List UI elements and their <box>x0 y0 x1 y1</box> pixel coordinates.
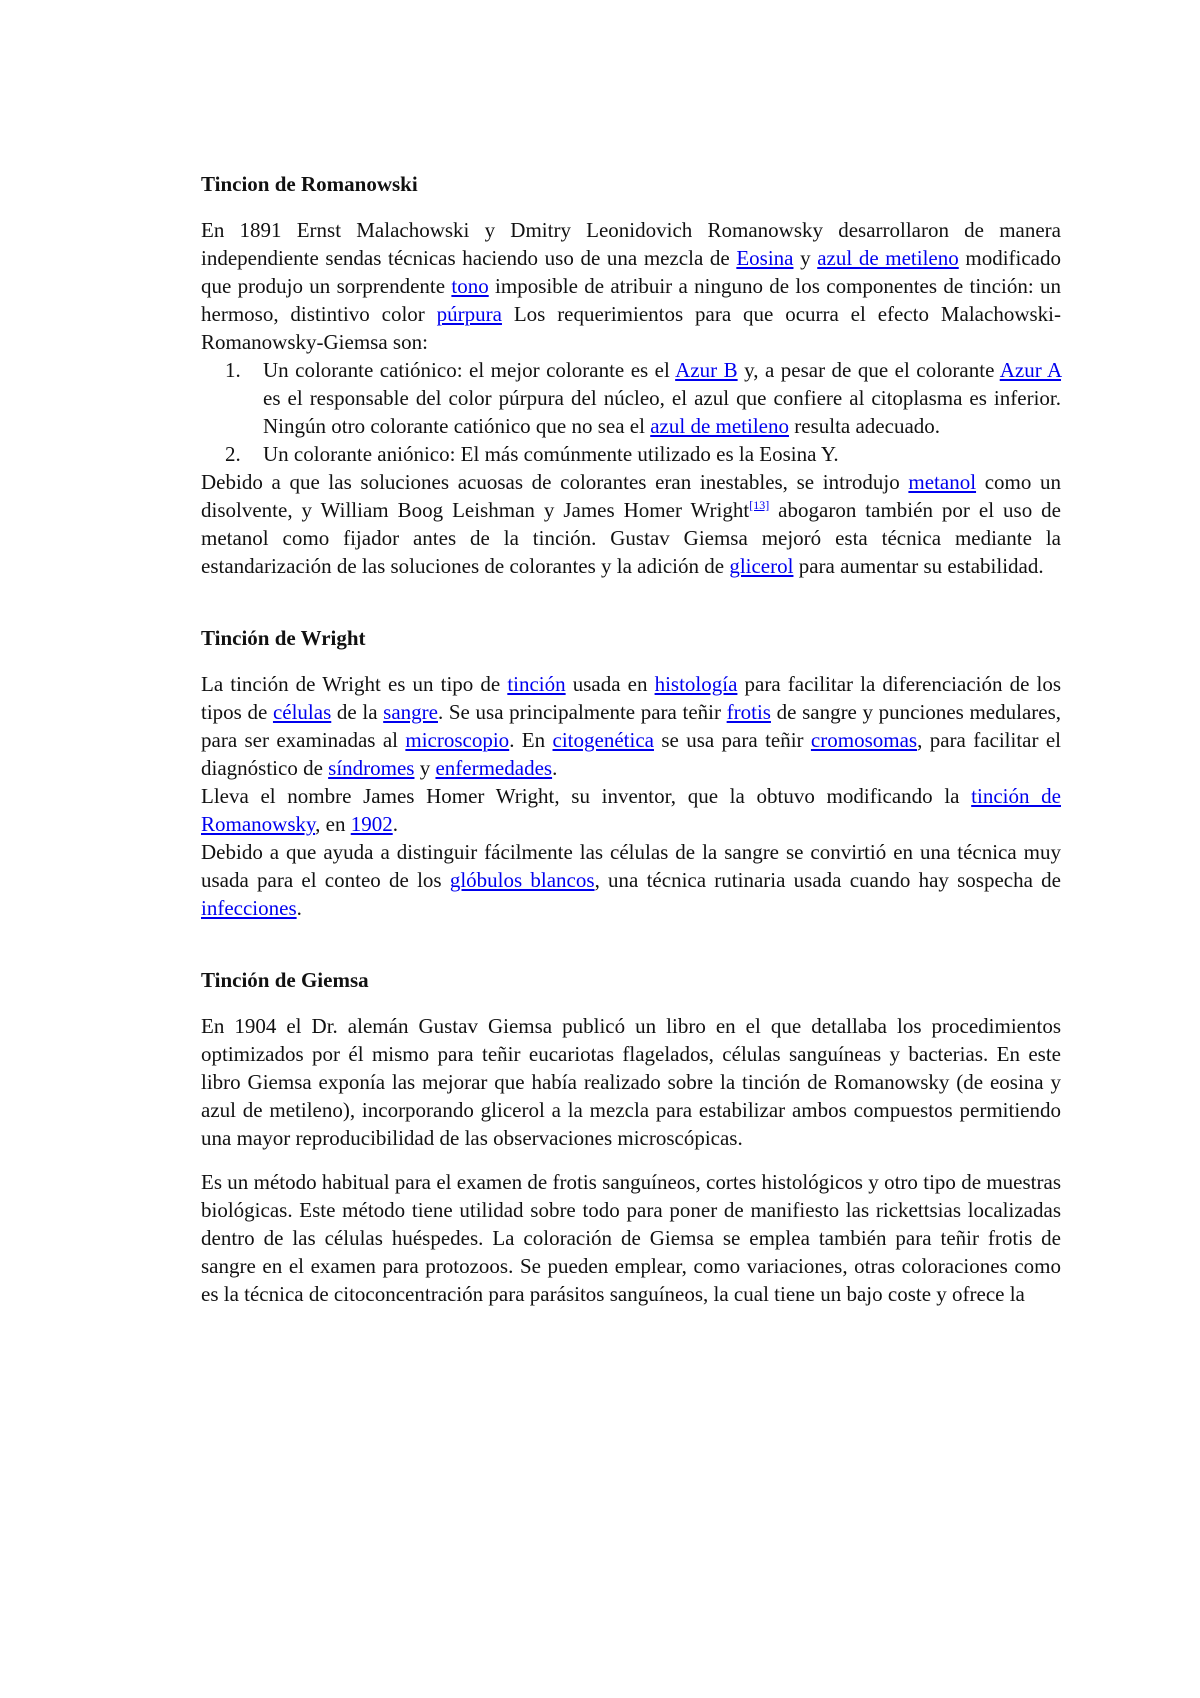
heading-romanowski: Tincion de Romanowski <box>201 172 418 196</box>
link-infecciones[interactable]: infecciones <box>201 896 297 920</box>
link-celulas[interactable]: células <box>272 700 332 724</box>
list-item: 1. Un colorante catiónico: el mejor colorante es el Azur B y, a pesar de que el colorante Azur A es el responsable del color púrpura del núcleo, el azul que confiere al citoplasma es inferior. Ningún otro colorante catiónico que no sea el azul de metileno resulta adecuado. <box>225 358 1062 438</box>
link-sangre[interactable]: sangre <box>383 700 438 724</box>
link-histologia[interactable]: histología <box>654 672 738 696</box>
heading-wright: Tinción de Wright <box>201 626 366 650</box>
link-tincion[interactable]: tinción <box>507 672 566 696</box>
link-frotis[interactable]: frotis <box>726 700 771 724</box>
link-azul-de-metileno[interactable]: azul de metileno <box>817 246 959 270</box>
link-globulos-blancos[interactable]: glóbulos blancos <box>449 868 595 892</box>
link-tono[interactable]: tono <box>451 274 489 298</box>
document-content <box>201 170 1061 1308</box>
link-sindromes[interactable]: síndromes <box>328 756 415 780</box>
paragraph-wright-1: La tinción de Wright es un tipo de tinción usada en histología para facilitar la diferenciación de los tipos de células de la sangre. Se usa principalmente para teñir frotis de sangre y punciones medulares, para ser examinadas al microscopio. En citogenética se usa para teñir cromosomas, para facilitar el diagnóstico de síndromes y enfermedades. <box>201 672 1062 780</box>
paragraph-romanowski-closing: Debido a que las soluciones acuosas de colorantes eran inestables, se introdujo metanol como un disolvente, y William Boog Leishman y James Homer Wright[13] abogaron también por el uso de metanol como fijador antes de la tinción. Gustav Giemsa mejoró esta técnica mediante la estandarización de las soluciones de colorantes y la adición de glicerol para aumentar su estabilidad. <box>201 470 1062 578</box>
requirements-list <box>201 356 1061 468</box>
link-cromosomas[interactable]: cromosomas <box>810 728 918 752</box>
link-metanol[interactable]: metanol <box>908 470 977 494</box>
link-citogenetica[interactable]: citogenética <box>552 728 654 752</box>
link-azur-b[interactable]: Azur B <box>675 358 738 382</box>
paragraph-wright-3: Debido a que ayuda a distinguir fácilmente las células de la sangre se convirtió en una técnica muy usada para el conteo de los glóbulos blancos, una técnica rutinaria usada cuando hay sospecha de infecciones. <box>201 840 1061 920</box>
reference-13[interactable]: [13] <box>749 498 770 512</box>
paragraph-giemsa-2: Es un método habitual para el examen de frotis sanguíneos, cortes histológicos y otro tipo de muestras biológicas. Este método tiene utilidad sobre todo para poner de manifiesto las rickettsias localizadas dentro de las células huéspedes. La coloración de Giemsa se emplea también para teñir frotis de sangre en el examen para protozoos. Se pueden emplear, como variaciones, otras coloraciones como es la técnica de citoconcentración para parásitos sanguíneos, la cual tiene un bajo coste y ofrece la <box>201 1170 1061 1306</box>
list-item: 2. Un colorante aniónico: El más comúnmente utilizado es la Eosina Y. <box>225 442 839 466</box>
paragraph-wright-2: Lleva el nombre James Homer Wright, su inventor, que la obtuvo modificando la tinción de Romanowsky, en 1902. <box>201 784 1061 836</box>
link-azul-de-metileno-2[interactable]: azul de metileno <box>650 414 789 438</box>
link-microscopio[interactable]: microscopio <box>405 728 510 752</box>
paragraph-giemsa-1: En 1904 el Dr. alemán Gustav Giemsa publicó un libro en el que detallaba los procedimientos optimizados por él mismo para teñir eucariotas flagelados, células sanguíneas y bacterias. En este libro Giemsa exponía las mejorar que había realizado sobre la tinción de Romanowsky (de eosina y azul de metileno), incorporando glicerol a la mezcla para estabilizar ambos compuestos permitiendo una mayor reproducibilidad de las observaciones microscópicas. <box>201 1014 1061 1150</box>
link-1902[interactable]: 1902 <box>350 812 393 836</box>
link-enfermedades[interactable]: enfermedades <box>435 756 553 780</box>
link-eosina[interactable]: Eosina <box>736 246 794 270</box>
link-tincion-de-romanowsky[interactable]: tinción de Romanowsky <box>201 784 1061 836</box>
link-glicerol[interactable]: glicerol <box>729 554 794 578</box>
paragraph-romanowski-intro: En 1891 Ernst Malachowski y Dmitry Leonidovich Romanowsky desarrollaron de manera independiente sendas técnicas haciendo uso de una mezcla de Eosina y azul de metileno modificado que produjo un sorprendente tono imposible de atribuir a ninguno de los componentes de tinción: un hermoso, distintivo color púrpura Los requerimientos para que ocurra el efecto Malachowski-Romanowsky-Giemsa son: <box>201 218 1062 354</box>
heading-giemsa: Tinción de Giemsa <box>201 968 369 992</box>
link-purpura[interactable]: púrpura <box>436 302 502 326</box>
link-azur-a[interactable]: Azur A <box>999 358 1062 382</box>
